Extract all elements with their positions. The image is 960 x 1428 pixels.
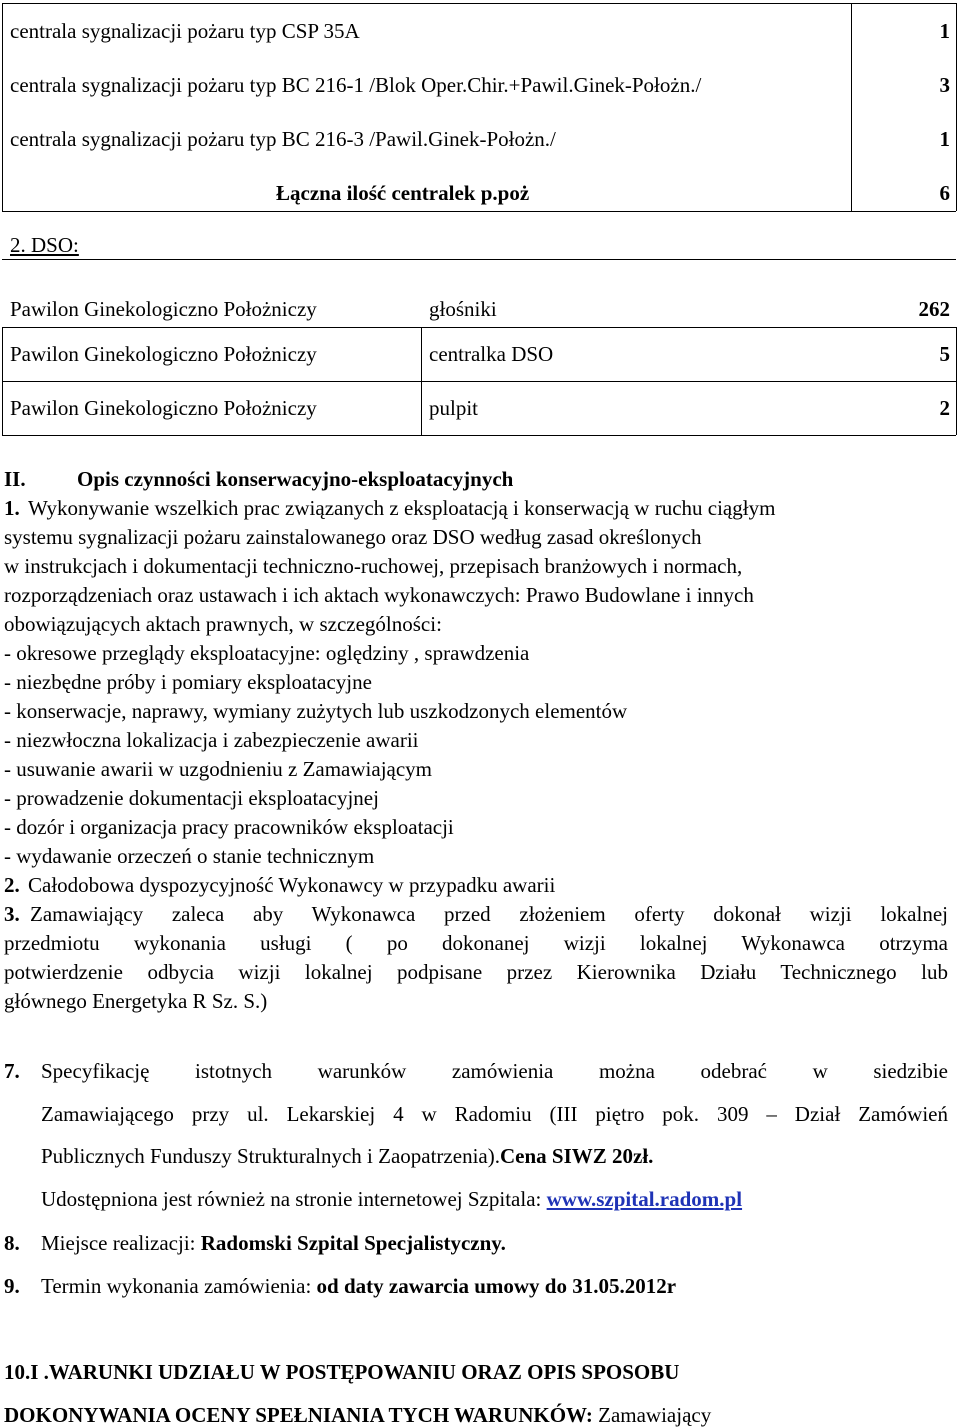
dso-row-device: pulpit [429, 396, 479, 420]
dso-row-qty: 2 [939, 396, 950, 420]
paragraph-number: 3. [4, 902, 20, 926]
list-item: - okresowe przeglądy eksploatacyjne: oględziny , sprawdzenia [4, 641, 530, 665]
paragraph-line: rozporządzeniach oraz ustawach i ich aktach wykonawczych: Prawo Budowlane i innych [4, 583, 754, 607]
paragraph-line: głównego Energetyka R Sz. S.) [4, 989, 268, 1013]
item-line: Zamawiającego przy ul. Lekarskiej 4 w Radomiu (III piętro pok. 309 – Dział Zamówień [41, 1102, 948, 1126]
deadline-text: od daty zawarcia umowy do 31.05.2012r [316, 1274, 677, 1298]
dso-row-location: Pawilon Ginekologiczno Położniczy [10, 396, 317, 420]
paragraph-line: w instrukcjach i dokumentacji techniczno-ruchowej, przepisach branżowych i normach, [4, 554, 743, 578]
paragraph-line: potwierdzenie odbycia wizji lokalnej podpisane przez Kierownika Działu Technicznego lub [4, 960, 948, 984]
section-10-line [4, 1405, 711, 1426]
list-item: - niezbędne próby i pomiary eksploatacyjne [4, 670, 372, 694]
list-item: - konserwacje, naprawy, wymiany zużytych lub uszkodzonych elementów [4, 699, 628, 723]
item-text: Termin wykonania zamówienia: [41, 1274, 317, 1298]
dso-row-location: Pawilon Ginekologiczno Położniczy [10, 297, 317, 321]
dso-row-qty: 5 [939, 342, 950, 366]
item-text: Miejsce realizacji: [41, 1231, 201, 1255]
total-value: 6 [939, 181, 950, 205]
item-number: 8. [4, 1231, 20, 1255]
total-label: Łączna ilość centralek p.poż [276, 181, 530, 205]
paragraph-line: Wykonywanie wszelkich prac związanych z eksploatacją i konserwacją w ruchu ciągłym [28, 496, 776, 520]
item-text: Udostępniona jest również na stronie internetowej Szpitala: [41, 1187, 547, 1211]
paragraph-text: Całodobowa dyspozycyjność Wykonawcy w przypadku awarii [28, 873, 556, 897]
table-row-qty: 1 [939, 127, 950, 151]
item-line [41, 1189, 742, 1210]
list-item: - dozór i organizacja pracy pracowników eksploatacji [4, 815, 454, 839]
section-10-text: Zamawiający [592, 1403, 712, 1427]
table-row-qty: 3 [939, 73, 950, 97]
paragraph-line: przedmiotu wykonania usługi ( po dokonanej wizji lokalnej Wykonawca otrzyma [4, 931, 948, 955]
dso-row-location: Pawilon Ginekologiczno Położniczy [10, 342, 317, 366]
list-item: - prowadzenie dokumentacji eksploatacyjnej [4, 786, 379, 810]
section-title: Opis czynności konserwacyjno-eksploatacyjnych [77, 467, 514, 491]
table-row-name: centrala sygnalizacji pożaru typ BC 216-3 /Pawil.Ginek-Położn./ [10, 127, 556, 151]
price-text: Cena SIWZ 20zł. [499, 1144, 654, 1168]
table-row-name: centrala sygnalizacji pożaru typ CSP 35A [10, 19, 360, 43]
item-line [41, 1146, 653, 1167]
paragraph-number: 1. [4, 496, 20, 520]
item-number: 9. [4, 1274, 20, 1298]
item-number: 7. [4, 1059, 20, 1083]
dso-heading: 2. DSO: [10, 233, 79, 257]
hospital-website-link[interactable]: www.szpital.radom.pl [546, 1187, 743, 1211]
paragraph-line: systemu sygnalizacji pożaru zainstalowanego oraz DSO według zasad określonych [4, 525, 702, 549]
item-line [41, 1233, 506, 1254]
section-10-heading: 10.I .WARUNKI UDZIAŁU W POSTĘPOWANIU ORAZ OPIS SPOSOBU [4, 1360, 680, 1384]
dso-row-device: centralka DSO [429, 342, 554, 366]
item-line: Specyfikację istotnych warunków zamówienia można odebrać w siedzibie [41, 1059, 948, 1083]
list-item: - usuwanie awarii w uzgodnieniu z Zamawiającym [4, 757, 433, 781]
item-line [41, 1276, 676, 1297]
location-text: Radomski Szpital Specjalistyczny. [200, 1231, 506, 1255]
section-number: II. [4, 467, 26, 491]
paragraph-line: Zamawiający zaleca aby Wykonawca przed złożeniem oferty dokonał wizji lokalnej [30, 902, 948, 926]
list-item: - wydawanie orzeczeń o stanie technicznym [4, 844, 375, 868]
paragraph-line: obowiązujących aktach prawnych, w szczególności: [4, 612, 442, 636]
table-row-name: centrala sygnalizacji pożaru typ BC 216-1 /Blok Oper.Chir.+Pawil.Ginek-Położn./ [10, 73, 702, 97]
item-text: Publicznych Funduszy Strukturalnych i Zaopatrzenia). [41, 1144, 500, 1168]
table-row-qty: 1 [939, 19, 950, 43]
paragraph-number: 2. [4, 873, 20, 897]
section-10-bold: DOKONYWANIA OCENY SPEŁNIANIA TYCH WARUNKÓW: [4, 1403, 593, 1427]
list-item: - niezwłoczna lokalizacja i zabezpieczenie awarii [4, 728, 419, 752]
dso-row-device: głośniki [429, 297, 497, 321]
dso-row-qty: 262 [918, 297, 950, 321]
